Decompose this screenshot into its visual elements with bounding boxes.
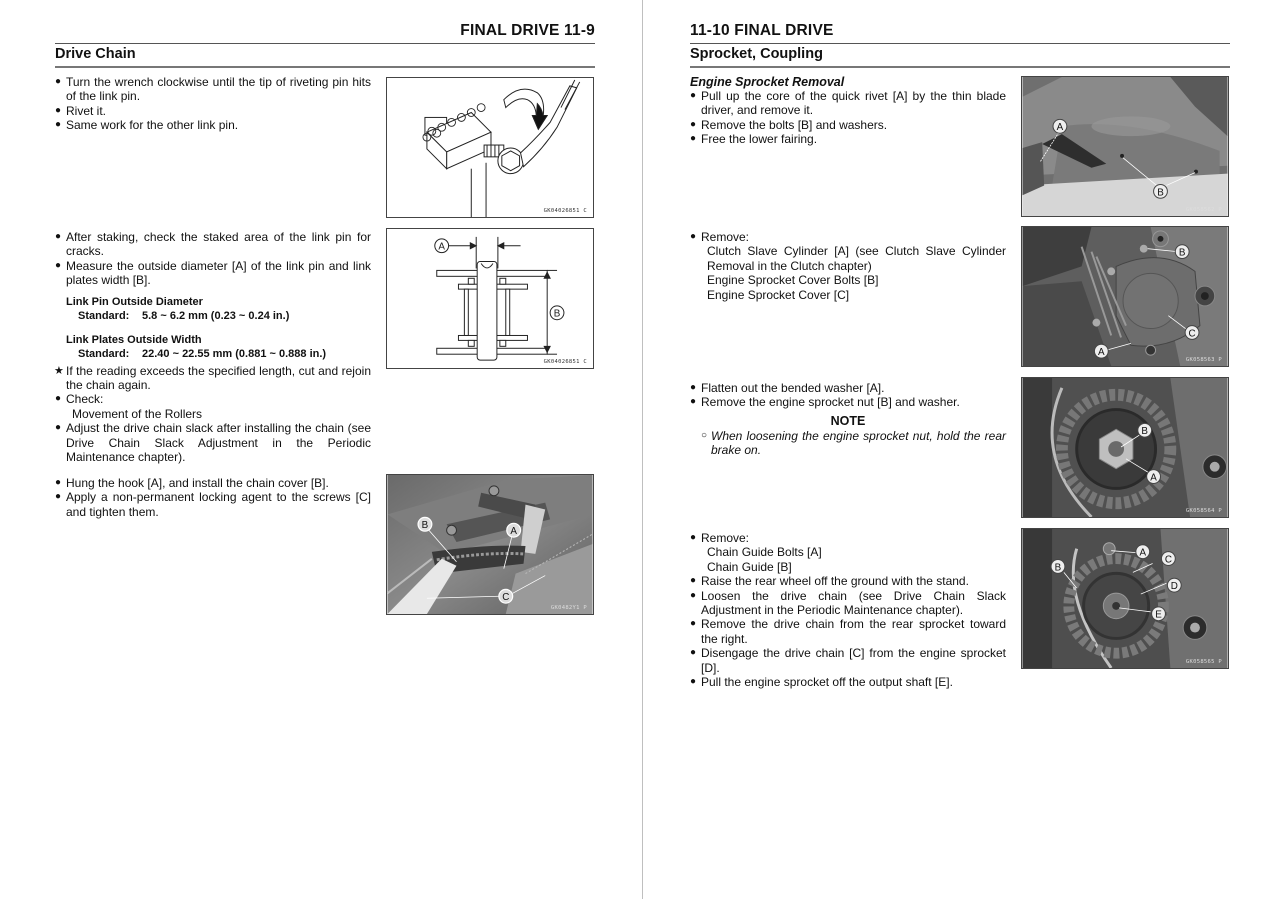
spec-title: Link Pin Outside Diameter [66,295,203,308]
spec-title: Link Plates Outside Width [66,333,202,346]
list-item: ● Disengage the drive chain [C] from the engine sprocket [D]. [690,646,1006,675]
list-item: ● Free the lower fairing. [690,132,818,147]
sprocket-nut-photo [1022,378,1228,517]
svg-text:A: A [1098,347,1105,359]
figure-code: GK058562 P [1185,207,1222,213]
section-rule [690,66,1230,68]
bullet-icon: ● [55,231,62,242]
svg-text:B: B [553,308,561,320]
svg-text:B: B [421,520,429,532]
list-subitem: Chain Guide Bolts [A] [707,545,822,560]
bullet-icon: ● [690,532,697,543]
list-item: ● Pull up the core of the quick rivet [A] by the thin blade driver, and remove it. [690,89,1006,118]
left-page [55,0,595,899]
bullet-icon: ● [690,231,697,242]
svg-text:C: C [1188,328,1196,340]
list-item: ● Measure the outside diameter [A] of the link pin and link plates width [B]. [55,258,371,288]
list-item: ● Rivet it. [55,103,107,118]
bullet-icon: ● [690,382,697,393]
page-spread-divider [642,0,643,899]
svg-text:C: C [1164,554,1172,566]
figure-link-pin-diagram [386,228,594,369]
figure-sprocket-nut-photo [1021,377,1229,518]
instruction-block-inspection [55,230,371,464]
subsection-heading: Engine Sprocket Removal [690,75,845,89]
svg-text:A: A [510,526,517,538]
figure-code: GK0482Y1 P [550,605,587,611]
section-rule [55,66,595,68]
running-head: 11-10 FINAL DRIVE [690,22,834,39]
note-circle-icon: ○ [701,429,708,441]
header-rule [55,43,595,44]
figure-code: GK04026851 C [543,359,587,365]
bullet-icon: ● [55,491,62,503]
figure-riveting-tool [386,77,594,218]
instruction-block-sprocket-nut [690,381,1006,458]
list-item: ● Remove the drive chain from the rear sprocket toward the right. [690,617,1006,646]
list-subitem: Chain Guide [B] [707,559,792,574]
bullet-icon: ● [55,259,62,271]
bullet-icon: ● [55,477,62,488]
svg-text:B: B [1141,426,1149,438]
spec-label: Standard: [78,347,130,360]
list-item: ● Pull the engine sprocket off the output shaft [E]. [690,675,953,690]
svg-text:A: A [1139,547,1147,559]
svg-text:B: B [1157,187,1164,199]
figure-code: GK04026851 C [543,208,587,214]
chain-cover-photo [387,475,593,614]
list-item-conditional: ★ If the reading exceeds the specified length, cut and rejoin the chain again. [54,363,371,393]
bullet-icon: ● [690,589,697,601]
bullet-icon: ● [690,575,697,587]
svg-text:E: E [1155,609,1162,621]
note-text: ○ When loosening the engine sprocket nut, hold the rear brake on. [701,428,1006,458]
riveting-tool-illustration [387,78,593,217]
instruction-block-sprocket-cover [690,230,1006,302]
list-item: ● Remove: [690,230,750,244]
right-page [690,0,1230,899]
list-item: ● Turn the wrench clockwise until the tip of riveting pin hits of the link pin. [55,75,371,104]
link-pin-cross-section-diagram [387,229,593,368]
list-item: ● After staking, check the staked area of the link pin for cracks. [55,230,371,259]
list-item: ● Check: [55,392,104,407]
bullet-icon: ● [55,76,62,87]
list-item: ● Remove the bolts [B] and washers. [690,117,888,132]
list-subitem: Engine Sprocket Cover Bolts [B] [707,273,879,288]
spec-value: 5.8 ~ 6.2 mm (0.23 ~ 0.24 in.) [142,309,290,322]
figure-sprocket-cover-photo [1021,226,1229,367]
list-item: ● Adjust the drive chain slack after installing the chain (see Drive Chain Slack Adjustment in the Periodic Maintenance chapter). [55,421,371,465]
spec-value: 22.40 ~ 22.55 mm (0.881 ~ 0.888 in.) [142,347,327,360]
list-item: ● Apply a non-permanent locking agent to the screws [C] and tighten them. [55,490,371,519]
list-item: ● Remove: [690,531,750,545]
svg-text:D: D [1170,581,1178,593]
instruction-block-fairing [690,75,1006,147]
list-item: ● Remove the engine sprocket nut [B] and washer. [690,395,960,410]
bullet-icon: ● [55,393,62,405]
bullet-icon: ● [690,90,697,101]
svg-text:B: B [1054,562,1062,574]
note-heading: NOTE [830,413,866,428]
list-subitem: Movement of the Rollers [72,406,203,421]
bullet-icon: ● [55,422,62,434]
list-item: ● Loosen the drive chain (see Drive Chain Slack Adjustment in the Periodic Maintenance chapter). [690,588,1006,618]
svg-text:A: A [1056,122,1064,134]
svg-text:A: A [438,241,445,253]
svg-text:C: C [502,592,510,604]
header-rule [690,43,1230,44]
bullet-icon: ● [690,618,697,630]
list-item: ● Raise the rear wheel off the ground with the stand. [690,574,969,589]
bullet-icon: ● [690,676,697,688]
list-item: ● Hung the hook [A], and install the chain cover [B]. [55,476,329,490]
list-item: ● Flatten out the bended washer [A]. [690,381,885,395]
list-subitem: Engine Sprocket Cover [C] [707,287,850,302]
figure-code: GK058564 P [1185,508,1222,514]
list-subitem: Clutch Slave Cylinder [A] (see Clutch Slave Cylinder Removal in the Clutch chapter) [707,244,1006,273]
instruction-block-riveting [55,75,371,133]
section-title: Sprocket, Coupling [690,46,823,62]
figure-code: GK058563 P [1185,357,1222,363]
figure-chain-guide-photo [1021,528,1229,669]
instruction-block-chain-cover [55,476,371,519]
bullet-icon: ● [690,396,697,408]
svg-text:B: B [1178,247,1186,259]
spec-label: Standard: [78,309,130,322]
figure-lower-fairing-photo [1021,76,1229,217]
figure-chain-cover-photo [386,474,594,615]
bullet-icon: ● [55,104,62,116]
list-item: ● Same work for the other link pin. [55,118,239,133]
svg-text:A: A [1150,472,1157,484]
instruction-block-chain-guide [690,531,1006,689]
sprocket-cover-photo [1022,227,1228,366]
star-icon: ★ [54,364,64,377]
running-head: FINAL DRIVE 11-9 [460,22,595,39]
bullet-icon: ● [690,133,697,145]
bullet-icon: ● [55,119,62,131]
chain-guide-photo [1022,529,1228,668]
spec-link-pin-diameter [55,295,371,323]
figure-code: GK058565 P [1185,659,1222,665]
lower-fairing-photo [1022,77,1228,216]
spec-link-plates-width [55,333,371,361]
section-title: Drive Chain [55,46,136,62]
bullet-icon: ● [690,118,697,130]
bullet-icon: ● [690,647,697,659]
